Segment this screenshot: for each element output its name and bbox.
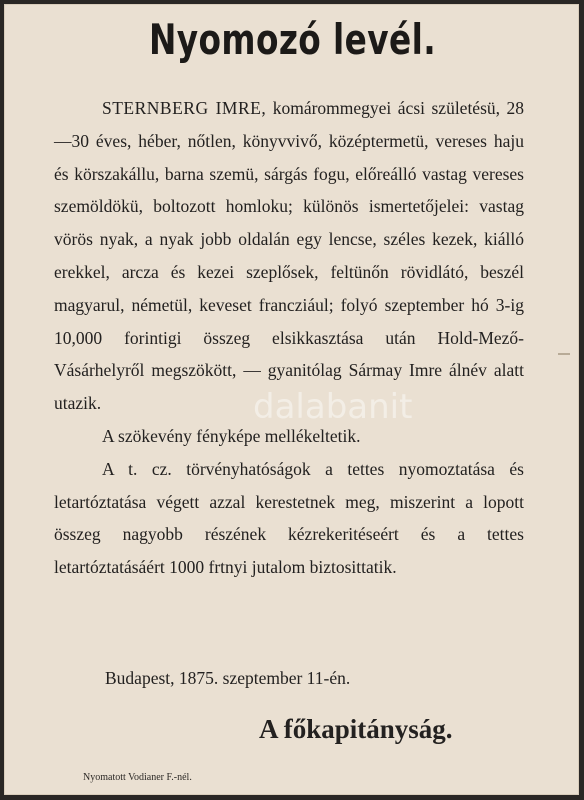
suspect-description: komárommegyei ácsi születésü, 28—30 éves, héber, nőtlen, könyvvivő, középtermetü, vereses haju és körszakállu, barna szemü, sárgás fogu, előreálló vastag vereses szemöldökü, boltozott homloku; különös ismertetőjelei: vastag vörös nyak, a nyak jobb oldalán egy lencse, széles kezek, kiálló erekkel, arcza és kezei szeplősek, feltünőn rövidlátó, beszél magyarul, németül, keveset francziául; folyó szeptember hó 3-ig 10,000 forintigi összeg elsikkasztása után Hold-Mező-Vásárhelyről megszökött, — gyanitólag Sármay Imre álnév alatt utazik. — [54, 98, 524, 414]
poster-sheet — [4, 4, 579, 795]
fold-mark — [558, 353, 570, 355]
paragraph-photo-note: A szökevény fényképe mellékeltetik. — [102, 425, 361, 446]
poster-title: Nyomozó levél. — [148, 15, 437, 64]
printer-imprint: Nyomatott Vodianer F.-nél. — [83, 772, 192, 783]
watermark: dalabanit — [253, 387, 413, 427]
suspect-name: STERNBERG IMRE, — [102, 98, 267, 118]
paragraph-reward: A t. cz. törvényhatóságok a tettes nyomoztatása és letartóztatása végett azzal kerestetnek meg, miszerint a lopott összeg nagyobb részének kézrekeritéseért és a tettes letartóztatásáért 1000 frtnyi jutalom biztosittatik. — [54, 458, 524, 578]
paragraph-description — [54, 92, 524, 420]
date-line: Budapest, 1875. szeptember 11-én. — [105, 668, 351, 688]
authority-signature: A főkapitányság. — [259, 714, 453, 744]
poster-body — [54, 92, 524, 584]
